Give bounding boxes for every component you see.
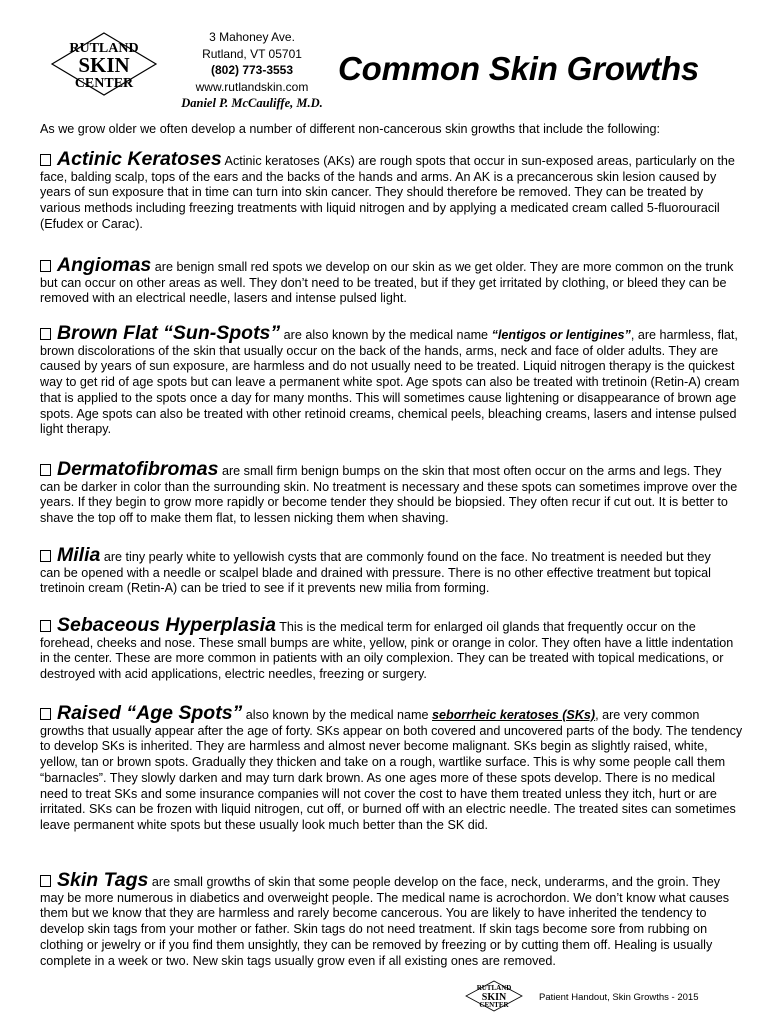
logo-line-1: RUTLAND xyxy=(69,41,139,56)
checkbox-icon xyxy=(40,708,51,720)
section-heading: Actinic Keratoses xyxy=(57,148,222,170)
doctor-name: Daniel P. McCauliffe, M.D. xyxy=(181,96,323,110)
section-heading: Sebaceous Hyperplasia xyxy=(57,614,276,636)
page-title: Common Skin Growths xyxy=(338,50,700,87)
section-actinic-keratoses xyxy=(40,148,736,233)
section-raised-age-spots xyxy=(40,702,746,834)
section-sebaceous-hyperplasia xyxy=(40,614,740,683)
footer-logo-line-3: CENTER xyxy=(479,1001,509,1009)
section-text-after: , are harmless, flat, brown discolorations of the skin that usually occur on the back of the hands, arms, neck and face of older adults. They are caused by years of sun exposure, are harmless and do not usually need to be treated. Liquid nitrogen therapy is the quickest way to get rid of age spots but can leave a permanent white spot. Age spots can also be treated with tretinoin (Retin-A) cream that is applied to the spots once a day for many months. This will sometimes cause lightening or disappearance of brown age spots. Age spots can also be treated with other retinoid creams, chemical peels, bleaching creams, lasers and intense pulsed light therapy. xyxy=(40,328,740,437)
section-skin-tags xyxy=(40,869,730,969)
section-text: This is the medical term for enlarged oil glands that frequently occur on the forehead, cheeks and nose. These small bumps are white, yellow, pink or orange in color. They often have a little indentation in the center. These are more common in patients with an oily complexion. They can be treated with topical medications, or destroyed with acid applications, electric needles, freezing or surgery. xyxy=(40,620,734,682)
footer-logo-line-2: SKIN xyxy=(481,992,507,1003)
section-brown-flat-sun-spots xyxy=(40,322,742,438)
section-text: are tiny pearly white to yellowish cysts that are commonly found on the face. No treatment is needed but they can be opened with a needle or scalpel blade and drained with pressure. There is no other effective treatment but topical tretinoin cream (Retin-A) can be tried to see if it prevents new milia from forming. xyxy=(40,550,711,596)
address-block xyxy=(170,29,334,112)
section-text: are small growths of skin that some people develop on the face, neck, underarms, and the groin. They may be more numerous in diabetics and overweight people. The medical name is acrochordon. We don’t know what causes them but we know that they are harmless and rarely become cancerous. You are likely to have inherited the tendency to develop skin tags from your mother or father. Skin tags do not need treatment. If skin tags become sore from rubbing on clothing or jewelry or if you find them unsightly, they can be removed by freezing or by cutting them off. Healing is usually complete in a week or two. New skin tags usually grow even if all existing ones are removed. xyxy=(40,875,730,968)
section-heading: Skin Tags xyxy=(57,869,149,891)
section-text: are benign small red spots we develop on our skin as we get older. They are more common on the trunk but can occur on other areas as well. They don’t need to be treated, but if they get irritated by clothing, or bleed they can be removed with an electrical needle, lasers and intense pulsed light. xyxy=(40,260,734,306)
footer-logo xyxy=(464,980,524,1012)
section-dermatofibromas xyxy=(40,458,740,527)
website: www.rutlandskin.com xyxy=(195,79,309,94)
footer-logo-line-1: RUTLAND xyxy=(476,984,512,992)
phone-number: (802) 773-3553 xyxy=(210,63,294,77)
checkbox-icon xyxy=(40,260,51,272)
section-milia xyxy=(40,544,730,597)
logo-line-2: SKIN xyxy=(78,53,130,77)
section-text: are small firm benign bumps on the skin that most often occur on the arms and legs. They can be darker in color than the surrounding skin. No treatment is necessary and these spots can sometimes improve over the years. If they begin to grow more rapidly or become tender they should be biopsied. They often recur if cut out. It is better to shave the top off to make them flat, to lessen nicking them when shaving. xyxy=(40,464,738,526)
section-heading: Angiomas xyxy=(57,254,152,276)
medical-name: “lentigos or lentigines” xyxy=(491,328,631,342)
address-street: 3 Mahoney Ave. xyxy=(209,30,295,44)
section-text-before: also known by the medical name xyxy=(242,708,433,722)
footer-caption: Patient Handout, Skin Growths - 2015 xyxy=(539,992,699,1003)
section-heading: Dermatofibromas xyxy=(57,458,219,480)
checkbox-icon xyxy=(40,620,51,632)
address-city: Rutland, VT 05701 xyxy=(202,46,302,61)
section-angiomas xyxy=(40,254,740,307)
logo-line-3: CENTER xyxy=(74,76,134,91)
footer xyxy=(464,980,724,1012)
section-text-before: are also known by the medical name xyxy=(280,328,492,342)
checkbox-icon xyxy=(40,464,51,476)
section-heading: Milia xyxy=(57,544,101,566)
intro-paragraph: As we grow older we often develop a number of different non-cancerous skin growths that include the following: xyxy=(40,122,661,136)
rutland-skin-center-logo xyxy=(48,30,160,98)
checkbox-icon xyxy=(40,875,51,887)
section-text-after: , are very common growths that usually appear after the age of forty. SKs appear on both covered and uncovered parts of the body. The tendency to develop SKs is inherited. They are harmless and almost never become malignant. SKs begin as slightly raised, white, yellow, tan or brown spots. Gradually they thicken and take on a rough, wartlike surface. This is why some people call them “barnacles”. They slowly darken and may turn dark brown. As one ages more of these spots develop. There is no medical need to treat SKs and some insurance companies will not cover the cost to have them treated unless they itch, hurt or are irritated. SKs can be frozen with liquid nitrogen, cut off, or burned off with an electric needle. The treated sites can sometimes leave permanent white spots but these usually look much better than the SK did. xyxy=(40,708,743,832)
checkbox-icon xyxy=(40,154,51,166)
section-text: Actinic keratoses (AKs) are rough spots that occur in sun-exposed areas, particularly on the face, balding scalp, tops of the ears and the backs of the hands and arms. An AK is a precancerous skin lesion caused by years of sun exposure that in time can turn into skin cancer. They should therefore be removed. They can be treated by various methods including freezing treatments with liquid nitrogen and by applying a medicated cream called 5-fluorouracil (Efudex or Carac). xyxy=(40,154,735,231)
medical-name: seborrheic keratoses (SKs) xyxy=(432,708,596,722)
checkbox-icon xyxy=(40,550,51,562)
section-heading: Brown Flat “Sun-Spots” xyxy=(57,322,281,344)
checkbox-icon xyxy=(40,328,51,340)
section-heading: Raised “Age Spots” xyxy=(57,702,243,724)
